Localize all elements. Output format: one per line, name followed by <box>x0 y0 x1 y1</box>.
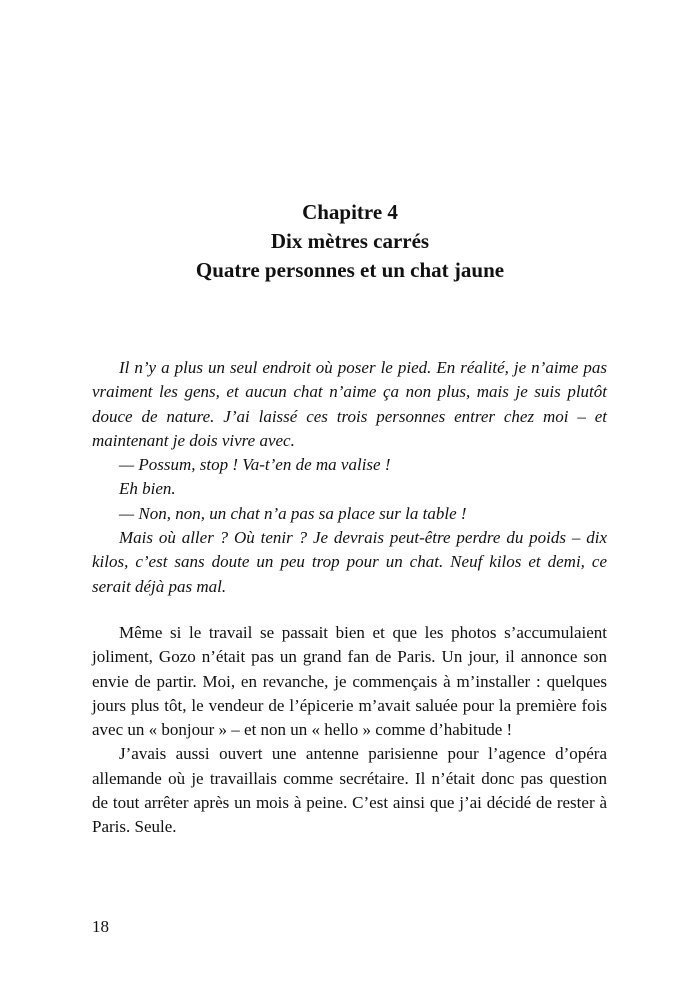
paragraph: — Non, non, un chat n’a pas sa place sur la table ! <box>119 503 467 523</box>
chapter-number: Chapitre 4 <box>302 200 398 224</box>
chapter-title: Dix mètres carrés <box>270 229 430 253</box>
paragraph: Il n’y a plus un seul endroit où poser le pied. En réalité, je n’aime pas vraiment les gens, et aucun chat n’aime ça non plus, mais je suis plutôt douce de nature. J’ai laissé ces trois personnes entrer chez moi – et maintenant je dois vivre avec. <box>92 358 607 450</box>
narrative-text <box>92 621 607 840</box>
paragraph: — Possum, stop ! Va-t’en de ma valise ! <box>119 455 391 475</box>
paragraph: Mais où aller ? Où tenir ? Je devrais peut-être perdre du poids – dix kilos, c’est sans doute un peu trop pour un chat. Neuf kilos et demi, ce serait déjà pas mal. <box>92 528 607 596</box>
italic-monologue <box>92 356 607 599</box>
chapter-heading <box>0 198 700 285</box>
chapter-subtitle: Quatre personnes et un chat jaune <box>195 258 505 282</box>
page-number: 18 <box>92 917 109 936</box>
paragraph: Eh bien. <box>119 479 176 499</box>
paragraph: J’avais aussi ouvert une antenne parisienne pour l’agence d’opéra allemande où je travaillais comme secrétaire. Il n’était donc pas question de tout arrêter après un mois à peine. C’est ainsi que j’ai décidé de rester à Paris. Seule. <box>92 744 607 837</box>
paragraph: Même si le travail se passait bien et que les photos s’accumulaient joliment, Gozo n’était pas un grand fan de Paris. Un jour, il annonce son envie de partir. Moi, en revanche, je commençais à m’installer : quelques jours plus tôt, le vendeur de l’épicerie m’avait saluée pour la première fois avec un « bonjour » – et non un « hello » comme d’habitude ! <box>92 623 607 740</box>
